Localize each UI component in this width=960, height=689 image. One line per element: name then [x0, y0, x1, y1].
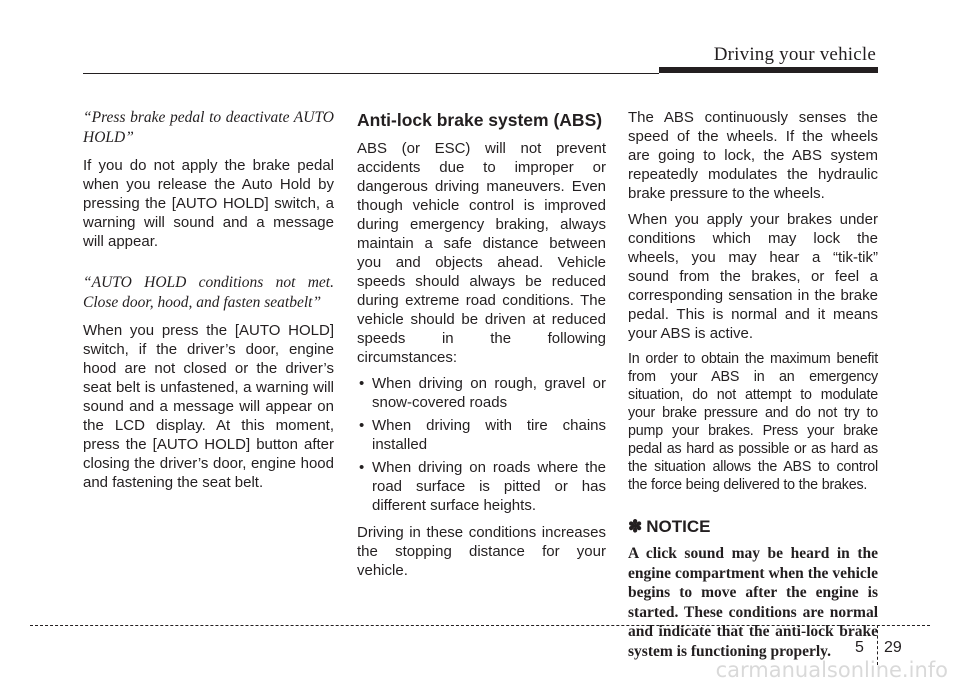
paragraph-conditions: When you press the [AUTO HOLD] switch, if the driver’s door, engine hood are not closed or the driver’s seat belt is unfastened, a warning will sound and a message will appear on the LCD display. At this moment, press the [AUTO HOLD] button after closing the driver’s door, engine hood and fastening the seat belt. — [83, 322, 334, 491]
list-item: • When driving on rough, gravel or snow-covered roads — [359, 375, 606, 411]
column-middle — [357, 108, 606, 587]
paragraph-tik-tik: When you apply your brakes under conditions which may lock the wheels, you may hear a “tik-tik” sound from the brakes, or feel a corresponding sensation in the brake pedal. This is normal and it means your ABS is active. — [628, 211, 878, 342]
section-title-abs: Anti-lock brake system (ABS) — [357, 110, 603, 130]
list-item: • When driving on roads where the road surface is pitted or has different surface heights. — [359, 459, 606, 514]
section-header-title: Driving your vehicle — [713, 44, 876, 65]
paragraph-maximum-benefit: In order to obtain the maximum benefit from your ABS in an emergency situation, do not attempt to modulate your brake pressure and do not try to pump your brakes. Press your brake pedal as hard as possible or as hard as the situation allows the ABS to control the force being delivered to the brakes. — [628, 351, 878, 493]
bullet-icon: • — [359, 375, 365, 392]
message-heading-conditions: “AUTO HOLD conditions not met. Close door, hood, and fasten seatbelt” — [83, 274, 334, 311]
list-item: • When driving with tire chains installed — [359, 417, 606, 453]
paragraph-deactivate: If you do not apply the brake pedal when you release the Auto Hold by pressing the [AUTO HOLD] switch, a warning will sound and a message will appear. — [83, 157, 334, 250]
page-number: 29 — [884, 639, 902, 656]
bullet-icon: • — [359, 417, 365, 434]
header-rule-thin — [83, 73, 659, 74]
notice-body: A click sound may be heard in the engine compartment when the vehicle begins to move after the engine is started. These conditions are normal and indicate that the anti-lock brake system is functioning properly. — [628, 545, 878, 660]
bullet-icon: • — [359, 459, 365, 476]
notice-star-icon: ✽ — [628, 517, 643, 536]
footer-dashed-rule — [30, 625, 930, 626]
notice-title: NOTICE — [646, 517, 711, 536]
column-right — [628, 108, 878, 661]
conditions-list — [357, 374, 606, 515]
watermark: carmanualsonline.info — [715, 658, 948, 682]
message-heading-deactivate: “Press brake pedal to deactivate AUTO HOLD” — [83, 109, 334, 146]
column-left — [83, 108, 334, 500]
chapter-number: 5 — [855, 639, 864, 656]
paragraph-stopping-distance: Driving in these conditions increases the stopping distance for your vehicle. — [357, 524, 606, 579]
header-rule-thick — [659, 67, 878, 73]
notice-heading — [628, 516, 878, 538]
paragraph-abs-senses: The ABS continuously senses the speed of the wheels. If the wheels are going to lock, the ABS system repeatedly modulates the hydraulic brake pressure to the wheels. — [628, 109, 878, 202]
paragraph-abs-intro: ABS (or ESC) will not prevent accidents due to improper or dangerous driving maneuvers. Even though vehicle control is improved during emergency braking, always maintain a safe distance between you and objects ahead. Vehicle speeds should always be reduced during extreme road conditions. The vehicle should be driven at reduced speeds in the following circumstances: — [357, 140, 606, 366]
